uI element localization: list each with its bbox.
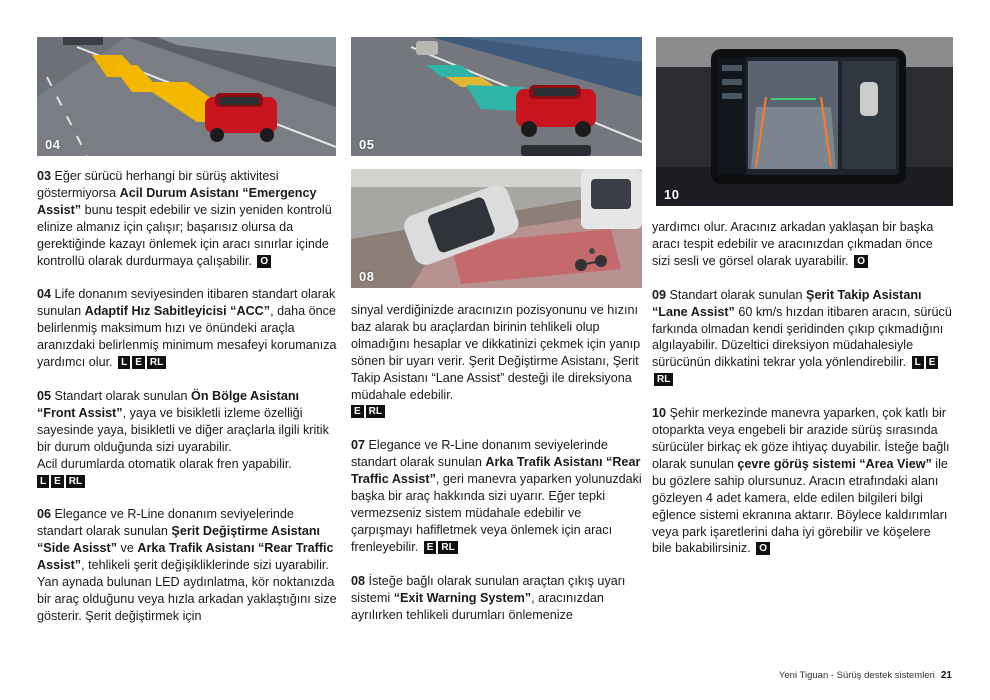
column-1 — [37, 168, 337, 642]
trim-badge: RL — [66, 475, 85, 488]
photo-number: 10 — [664, 187, 680, 202]
trim-badge: RL — [438, 541, 457, 554]
photo-08 — [351, 169, 642, 288]
page-number: 21 — [940, 670, 952, 681]
trim-badge: RL — [654, 373, 673, 386]
photo-number: 04 — [45, 137, 61, 152]
photo-05 — [351, 37, 642, 156]
trim-badge: E — [926, 356, 939, 369]
trim-badge: L — [37, 475, 49, 488]
trim-badge: RL — [147, 356, 166, 369]
trim-badge: E — [51, 475, 64, 488]
item-number: 06 — [37, 507, 52, 522]
item-number: 07 — [351, 438, 366, 453]
column-3 — [652, 219, 952, 574]
exit-warning-illustration — [351, 169, 642, 288]
paragraph-09: 09 Standart olarak sunulan Şerit Takip Asistanı “Lane Assist” 60 km/s hızdan itibaren aracın, sürücü farkında olmadan kendi şeridinden çıkıp çıkmadığını algılayabilir. Düzeltici direksiyon müdahalesiyle sürücünün dikkatini tekrar yola yönlendirebilir. L ERL — [652, 287, 952, 386]
trim-badge: O — [854, 255, 868, 268]
item-number: 05 — [37, 388, 52, 403]
trim-badge: RL — [366, 405, 385, 418]
trim-badge: E — [132, 356, 145, 369]
paragraph-08-continued: yardımcı olur. Aracınız arkadan yaklaşan bir başka aracı tespit edebilir ve aracınızdan çıkmadan önce sizi sesli ve görsel olarak uyarabilir. O — [652, 220, 934, 268]
paragraph-10: 10 Şehir merkezinde manevra yaparken, çok katlı bir otoparkta veya engebeli bir arazide sürüş sırasında sürücüler birkaç ek göze ihtiyaç duyabilir. İsteğe bağlı olarak sunulan çevre görüş sistemi “Area View” ile bu gözlere sahip olursunuz. Aracın etrafındaki alanı gözleyen 4 adet kamera, elde edilen bilgileri bilgi eğlence sistemi ekranına aktarır. Böylece kaldırımları veya park işaretlerini daha iyi görebilir ve köşelere bile bakabilirsiniz. O — [652, 406, 950, 556]
paragraph-04: 04 Life donanım seviyesinden itibaren standart olarak sunulan Adaptif Hız Sabitleyicisi “ACC”, daha önce belirlenmiş maksimum hızı ve önündeki araçla aranızdaki belirlenmiş minimum mesafeyi korumanıza yardımcı olur. L E RL — [37, 287, 337, 370]
trim-badge: O — [756, 542, 770, 555]
photo-04 — [37, 37, 336, 156]
paragraph-06: 06 Elegance ve R-Line donanım seviyelerinde standart olarak sunulan Şerit Değiştirme Asistanı “Side Asisst” ve Arka Trafik Asistanı “Rear Traffic Assist”, tehlikeli şerit değişikliklerinde sizi uyarabilir. Yan aynada bulunan LED aydınlatma, kör noktanızda bir araç olduğunu veya hızla arkadan yaklaştığını size gösterir. Şerit değiştirmek için — [37, 507, 337, 623]
trim-badge: L — [118, 356, 130, 369]
area-view-illustration — [656, 37, 953, 206]
paragraph-03: 03 Eğer sürücü herhangi bir sürüş aktivitesi göstermiyorsa Acil Durum Asistanı “Emergency Assist” bunu tespit edebilir ve sizin yeniden kontrolü elinize almanız için çalışır; başarısız olursa da gerektiğinde kazayı önlemek için aracı sınırlar içinde kontrollü olarak durdurmaya çalışabilir. O — [37, 169, 332, 268]
front-assist-illustration — [351, 37, 642, 156]
trim-badge: E — [351, 405, 364, 418]
trim-badge: E — [424, 541, 437, 554]
item-number: 10 — [652, 406, 667, 421]
trim-badge: O — [257, 255, 271, 268]
paragraph-05: 05 Standart olarak sunulan Ön Bölge Asistanı “Front Assist”, yaya ve bisikletli izleme özelliği sayesinde yaya, bisikletli ve diğer araçlarla ilgili kritik bir durum olduğunda sizi uyarabilir. Acil durumlarda otomatik olarak fren yapabilir. L E RL — [37, 388, 329, 487]
photo-10 — [656, 37, 953, 206]
page-footer — [779, 670, 952, 681]
item-number: 04 — [37, 287, 52, 302]
paragraph-06-continued: sinyal verdiğinizde aracınızın pozisyonunu ve hızını baz alarak bu araçlardan birinin tehlikeli olup olmadığını hesaplar ve dikkatinizi çekmek için yanıp sönen bir uyarı verir. Şerit Değiştirme Asistanı, Şerit Takip Asistanı “Lane Assist” desteği ile direksiyona müdahale edebilir. E RL — [351, 303, 641, 418]
footer-title: Yeni Tiguan - Sürüş destek sistemleri — [778, 670, 935, 681]
paragraph-07: 07 Elegance ve R-Line donanım seviyelerinde standart olarak sunulan Arka Trafik Asistanı “Rear Traffic Assist”, geri manevra yaparken yolunuzdaki başka bir araç hakkında sizi uyarır. Eğer tepki vermezseniz sistem müdahale edebilir ve çarpışmayı hafifletmek veya önlemek için aracı frenleyebilir. E RL — [351, 438, 642, 554]
photo-number: 05 — [359, 137, 375, 152]
highway-acc-illustration — [37, 37, 336, 156]
item-number: 08 — [351, 573, 366, 588]
column-2 — [351, 302, 643, 640]
paragraph-08: 08 İsteğe bağlı olarak sunulan araçtan çıkış uyarı sistemi “Exit Warning System”, aracınızdan ayrılırken tehlikeli durumları önlemenize — [351, 573, 626, 622]
trim-badge: L — [912, 356, 924, 369]
item-number: 03 — [37, 169, 52, 183]
photo-number: 08 — [359, 269, 375, 284]
item-number: 09 — [652, 287, 667, 302]
